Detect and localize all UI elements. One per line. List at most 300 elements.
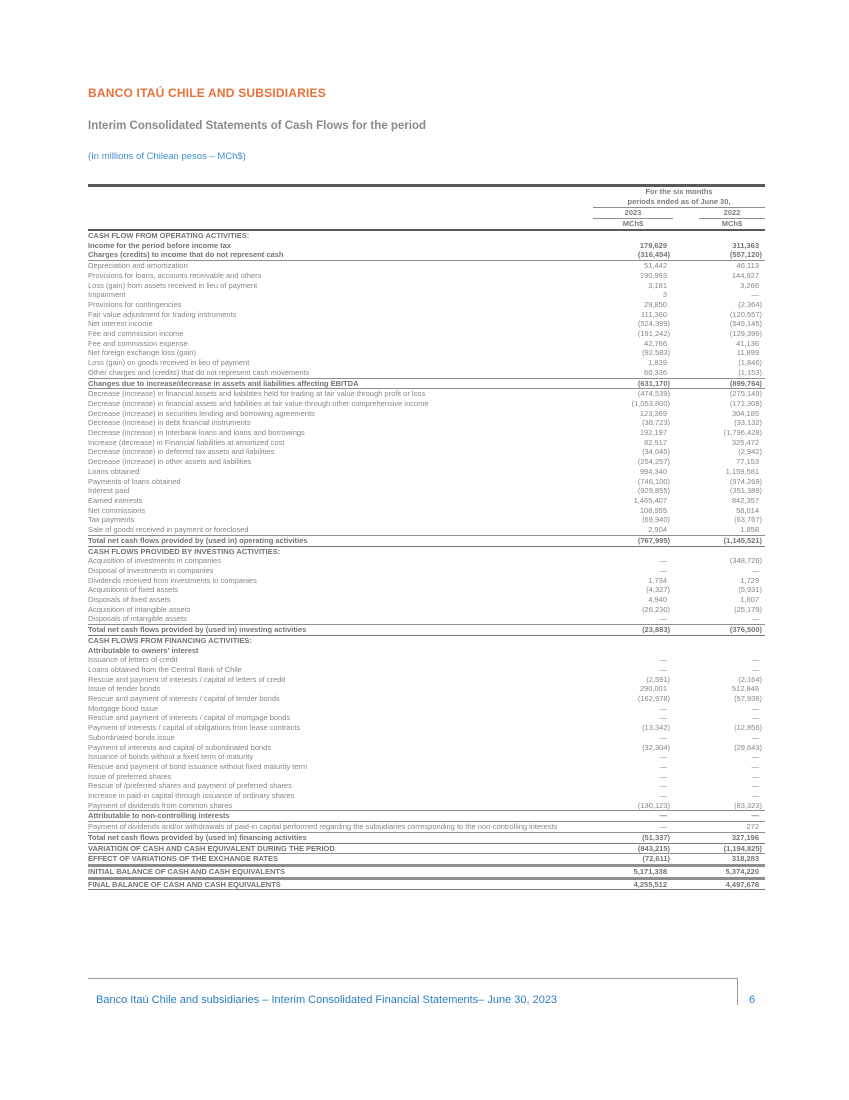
- column-gap: [673, 378, 699, 389]
- column-gap: [673, 219, 699, 231]
- value-2023: —: [659, 565, 667, 575]
- column-gap: [673, 655, 699, 665]
- table-row: [88, 854, 765, 866]
- column-gap: [673, 515, 699, 525]
- value-2022: —: [751, 664, 760, 674]
- value-2023: (92,583): [642, 348, 670, 358]
- column-gap: [673, 506, 699, 516]
- row-label: EFFECT OF VARIATIONS OF THE EXCHANGE RATES: [88, 854, 593, 866]
- value-2022: (12,856): [734, 723, 763, 733]
- value-2023: —: [593, 822, 673, 833]
- row-label: Fair value adjustment for trading instruments: [88, 309, 237, 319]
- value-2022: (57,936): [734, 694, 763, 704]
- row-label: Fee and commission income: [88, 329, 184, 339]
- table-row: [88, 866, 765, 879]
- row-label: Rescue and payment of interests / capital of letters of credit: [88, 674, 286, 684]
- row-label: Earned interests: [88, 495, 143, 505]
- row-label: Payment of dividends from common shares: [88, 800, 233, 810]
- cash-flow-statement-table: [88, 184, 765, 890]
- value-2022: (120,557): [729, 309, 763, 319]
- column-gap: [673, 300, 699, 310]
- value-2023: (746,100): [637, 476, 670, 486]
- period-label-line2: periods ended as of June 30,: [593, 197, 765, 208]
- value-2022: (25,179): [734, 604, 763, 614]
- table-row: [88, 438, 765, 448]
- value-2022: —: [751, 614, 760, 624]
- page-number: 6: [749, 994, 756, 1006]
- value-2022: (1,153): [738, 367, 763, 377]
- value-2023: 4,940: [648, 595, 667, 605]
- value-2022: 318,283: [699, 854, 765, 866]
- period-header-row-1: [88, 186, 765, 198]
- table-row: [88, 447, 765, 457]
- table-row: [88, 791, 765, 801]
- row-label: Rescue and payment of interests / capital of mortgage bonds: [88, 713, 291, 723]
- column-gap: [673, 496, 699, 506]
- column-gap: [673, 854, 699, 866]
- row-label: Subordinated bonds issue: [88, 732, 175, 742]
- value-2023: (524,399): [637, 319, 670, 329]
- value-2023: (34,045): [642, 447, 670, 457]
- value-2023: —: [659, 655, 667, 665]
- value-2022: 272: [699, 822, 765, 833]
- row-label: Attributable to owners' interest: [88, 645, 199, 655]
- row-label: Rescue and payment of interests / capital of tender bonds: [88, 694, 280, 704]
- row-label: Impairment: [88, 290, 126, 300]
- value-2022: —: [751, 703, 760, 713]
- value-2023: 290,001: [639, 684, 667, 694]
- table-row: [88, 300, 765, 310]
- value-2022: [699, 546, 765, 556]
- table-row: [88, 399, 765, 409]
- value-2023: (72,611): [593, 854, 673, 866]
- value-2022: (5,931): [738, 585, 763, 595]
- column-gap: [673, 457, 699, 467]
- value-2022: [699, 646, 765, 656]
- table-row: [88, 389, 765, 399]
- column-gap: [673, 811, 699, 822]
- column-gap: [673, 281, 699, 291]
- value-2022: 77,153: [736, 457, 760, 467]
- value-2022: —: [751, 781, 760, 791]
- row-label: Disposals of fixed assets: [88, 595, 171, 605]
- value-2022: (348,726): [729, 556, 763, 566]
- value-2023: —: [659, 791, 667, 801]
- value-2022: (1,796,428): [723, 428, 763, 438]
- table-row: [88, 878, 765, 890]
- value-2023: (26,230): [642, 604, 670, 614]
- row-label: Payment of dividends and/or withdrawals of paid-in capital performed regarding the subsidiaries corresponding to the non-controlling interests: [88, 822, 593, 833]
- value-2023: —: [659, 556, 667, 566]
- table-row: [88, 704, 765, 714]
- value-2023: (843,215): [593, 843, 673, 854]
- value-2023: 190,993: [639, 270, 667, 280]
- value-2022: 1,159,581: [725, 466, 760, 476]
- value-2023: 29,850: [644, 299, 667, 309]
- column-gap: [673, 704, 699, 714]
- column-gap: [673, 428, 699, 438]
- row-label: Provisions for loans, accounts receivable and others: [88, 270, 262, 280]
- row-label: FINAL BALANCE OF CASH AND CASH EQUIVALENTS: [88, 878, 593, 890]
- table-row: [88, 743, 765, 753]
- currency-unit-note: (In millions of Chilean pesos – MCh$): [88, 151, 246, 162]
- row-label: Payments of loans obtained: [88, 476, 181, 486]
- value-2022: (83,323): [734, 800, 763, 810]
- column-gap: [673, 339, 699, 349]
- table-row: [88, 409, 765, 419]
- row-label: Total net cash flows provided by (used in) operating activities: [88, 535, 593, 546]
- table-row: [88, 762, 765, 772]
- table-row: [88, 646, 765, 656]
- section-header-row: [88, 635, 765, 645]
- value-2022: 325,472: [731, 437, 760, 447]
- row-label: INITIAL BALANCE OF CASH AND CASH EQUIVALENTS: [88, 866, 593, 879]
- value-2023: —: [659, 752, 667, 762]
- row-label: Rescue of /preferred shares and payment of preferred shares: [88, 781, 292, 791]
- row-label: Decrease (increase) in financial assets and liabilities at fair value through other comprehensive income: [88, 398, 429, 408]
- row-label: Decrease (increase) in other assets and liabilities: [88, 457, 252, 467]
- row-label: Acquisition of intangible assets: [88, 604, 191, 614]
- value-2023: 108,955: [639, 505, 667, 515]
- column-gap: [673, 866, 699, 879]
- section-header-row: [88, 546, 765, 556]
- value-2022: (2,164): [738, 674, 763, 684]
- column-gap: [673, 261, 699, 271]
- value-2023: 192,197: [639, 428, 667, 438]
- statement-subtitle: Interim Consolidated Statements of Cash Flows for the period: [88, 120, 427, 132]
- table-row: [88, 477, 765, 487]
- value-2022: (1,145,521): [699, 535, 765, 546]
- table-row: [88, 752, 765, 762]
- value-2022: 3,266: [740, 280, 760, 290]
- value-2023: (130,123): [637, 800, 670, 810]
- value-2022: [699, 230, 765, 241]
- value-2022: (63,767): [734, 515, 763, 525]
- column-gap: [673, 486, 699, 496]
- column-gap: [673, 625, 699, 636]
- column-gap: [673, 566, 699, 576]
- column-gap: [673, 675, 699, 685]
- unit-header-row: [88, 219, 765, 231]
- table-row: [88, 457, 765, 467]
- table-row: [88, 368, 765, 378]
- table-row: [88, 811, 765, 822]
- column-gap: [673, 556, 699, 566]
- column-gap: [673, 535, 699, 546]
- table-row: [88, 467, 765, 477]
- period-label-line1: For the six months: [645, 187, 713, 196]
- period-header-row-2: [88, 197, 765, 208]
- table-row: [88, 781, 765, 791]
- value-2023: 123,369: [639, 408, 667, 418]
- row-label: Disposals of intangible assets: [88, 614, 187, 624]
- column-gap: [673, 418, 699, 428]
- row-label: Provisions for contingencies: [88, 299, 182, 309]
- row-label: Rescue and payment of bond issuance without fixed maturity term: [88, 761, 308, 771]
- value-2023: 1,465,407: [633, 495, 667, 505]
- value-2023: 3: [662, 290, 667, 300]
- row-label: CASH FLOWS PROVIDED BY INVESTING ACTIVITIES:: [88, 546, 281, 556]
- value-2022: (2,942): [738, 447, 763, 457]
- value-2022: —: [751, 761, 760, 771]
- column-gap: [673, 290, 699, 300]
- value-2022: 11,899: [736, 348, 760, 358]
- value-2023: (316,454): [593, 250, 673, 260]
- year-column-2023: 2023: [593, 208, 673, 219]
- column-gap: [673, 399, 699, 409]
- page-number-divider: [737, 978, 738, 1005]
- row-label: Loans obtained from the Central Bank of Chile: [88, 664, 242, 674]
- value-2022: —: [751, 732, 760, 742]
- column-gap: [673, 781, 699, 791]
- table-row: [88, 625, 765, 636]
- value-2022: (1,846): [738, 358, 763, 368]
- value-2022: (29,643): [734, 742, 763, 752]
- table-row: [88, 241, 765, 251]
- column-gap: [673, 684, 699, 694]
- row-label: Acquisition of investments in companies: [88, 556, 221, 566]
- value-2023: (631,170): [593, 378, 673, 389]
- column-gap: [673, 614, 699, 624]
- value-2022: (275,149): [729, 389, 763, 399]
- column-gap: [673, 409, 699, 419]
- row-label: Issuance of bonds without a fixed term of maturity: [88, 752, 254, 762]
- column-gap: [673, 310, 699, 320]
- table-row: [88, 250, 765, 260]
- column-gap: [673, 438, 699, 448]
- value-2023: 994,340: [639, 466, 667, 476]
- value-2022: 327,196: [699, 832, 765, 843]
- row-label: Acquisitions of fixed assets: [88, 585, 179, 595]
- column-gap: [673, 635, 699, 645]
- value-2023: (929,855): [637, 486, 670, 496]
- row-label: Decrease (increase) in Interbank loans and loans and borrowings: [88, 428, 305, 438]
- value-2022: 1,858: [740, 525, 760, 535]
- value-2022: —: [751, 791, 760, 801]
- column-gap: [673, 208, 699, 219]
- table-row: [88, 832, 765, 843]
- column-gap: [673, 843, 699, 854]
- column-gap: [673, 585, 699, 595]
- column-gap: [673, 752, 699, 762]
- column-gap: [673, 665, 699, 675]
- page-title: BANCO ITAÚ CHILE AND SUBSIDIARIES: [88, 86, 326, 100]
- value-2023: —: [593, 811, 673, 822]
- column-gap: [673, 605, 699, 615]
- table-row: [88, 428, 765, 438]
- table-row: [88, 378, 765, 389]
- row-label: Other charges and (credits) that do not represent cash movements: [88, 367, 310, 377]
- column-gap: [673, 329, 699, 339]
- table-row: [88, 576, 765, 586]
- column-gap: [673, 723, 699, 733]
- value-2023: (162,978): [637, 694, 670, 704]
- value-2022: 41,136: [736, 338, 760, 348]
- column-gap: [673, 348, 699, 358]
- row-label: Depreciation and amortization: [88, 261, 188, 271]
- row-label: Sale of goods received in payment or foreclosed: [88, 525, 249, 535]
- header-spacer: [88, 186, 593, 198]
- value-2023: (4,327): [646, 585, 670, 595]
- column-gap: [673, 694, 699, 704]
- table-row: [88, 566, 765, 576]
- row-label: CASH FLOWS FROM FINANCING ACTIVITIES:: [88, 635, 252, 645]
- value-2023: (2,591): [646, 674, 670, 684]
- header-spacer: [88, 208, 593, 219]
- column-gap: [673, 801, 699, 811]
- table-row: [88, 733, 765, 743]
- column-gap: [673, 368, 699, 378]
- table-row: [88, 329, 765, 339]
- column-gap: [673, 822, 699, 833]
- value-2023: (254,257): [637, 457, 670, 467]
- table-row: [88, 723, 765, 733]
- column-gap: [673, 713, 699, 723]
- table-row: [88, 605, 765, 615]
- value-2022: (1,194,825): [699, 843, 765, 854]
- column-gap: [673, 546, 699, 556]
- value-2022: 1,729: [740, 575, 760, 585]
- column-gap: [673, 772, 699, 782]
- column-gap: [673, 467, 699, 477]
- value-2022: —: [751, 290, 760, 300]
- value-2022: 144,927: [731, 270, 760, 280]
- value-2023: 51,442: [644, 261, 667, 271]
- column-gap: [673, 447, 699, 457]
- year-column-2022: 2022: [699, 208, 765, 219]
- value-2023: (474,539): [637, 389, 670, 399]
- table-row: [88, 843, 765, 854]
- value-2023: 179,629: [639, 240, 667, 250]
- value-2023: 111,360: [641, 309, 667, 319]
- table-row: [88, 614, 765, 624]
- column-gap: [673, 646, 699, 656]
- value-2023: (69,940): [642, 515, 670, 525]
- table-row: [88, 290, 765, 300]
- row-label: Decrease (increase) in securities lending and borrowing agreements: [88, 408, 315, 418]
- row-label: Loss (gain) from assets received in lieu of payment: [88, 280, 258, 290]
- value-2022: —: [751, 565, 760, 575]
- value-2022: 512,846: [731, 684, 760, 694]
- row-label: Attributable to non-controlling interests: [88, 811, 593, 822]
- value-2023: —: [659, 614, 667, 624]
- value-2023: 4,255,512: [593, 878, 673, 890]
- column-gap: [673, 477, 699, 487]
- column-gap: [673, 791, 699, 801]
- header-spacer: [88, 219, 593, 231]
- row-label: Changes due to increase/decrease in assets and liabilities affecting EBITDA: [88, 378, 593, 389]
- value-2023: —: [659, 761, 667, 771]
- column-gap: [673, 878, 699, 890]
- row-label: Increase (decrease) in Financial liabilities at amortized cost: [88, 437, 285, 447]
- value-2022: 304,185: [731, 408, 760, 418]
- table-row: [88, 515, 765, 525]
- row-label: Charges (credits) to income that do not represent cash: [88, 250, 593, 260]
- row-label: Net interest income: [88, 319, 153, 329]
- table-row: [88, 694, 765, 704]
- value-2022: (171,308): [729, 398, 763, 408]
- value-2022: (129,396): [729, 329, 763, 339]
- value-2022: (899,764): [699, 378, 765, 389]
- value-2022: (974,269): [729, 476, 763, 486]
- table-row: [88, 525, 765, 535]
- row-label: Decrease (increase) in financial assets and liabilities held for trading at fair value through profit or loss: [88, 389, 426, 399]
- unit-column-2022: MCh$: [699, 219, 765, 231]
- column-gap: [673, 733, 699, 743]
- value-2022: —: [751, 771, 760, 781]
- header-spacer: [88, 197, 593, 208]
- value-2023: 82,917: [644, 437, 667, 447]
- row-label: Disposal of investments in companies: [88, 565, 214, 575]
- row-label: Fee and commission expense: [88, 338, 188, 348]
- value-2023: 1,734: [648, 575, 667, 585]
- value-2023: 2,904: [648, 525, 667, 535]
- value-2023: (1,053,800): [631, 398, 670, 408]
- value-2023: (38,723): [642, 418, 670, 428]
- value-2022: —: [699, 811, 765, 822]
- value-2022: 1,607: [740, 595, 760, 605]
- table-row: [88, 339, 765, 349]
- value-2023: [593, 635, 673, 645]
- table-row: [88, 535, 765, 546]
- table-row: [88, 281, 765, 291]
- footer-text: Banco Itaú Chile and subsidiaries – Interim Consolidated Financial Statements– June 30, 2023: [96, 994, 558, 1006]
- row-label: Issue of preferred shares: [88, 771, 172, 781]
- column-gap: [673, 271, 699, 281]
- table-row: [88, 486, 765, 496]
- table-row: [88, 585, 765, 595]
- row-label: Dividends received from investments in companies: [88, 575, 257, 585]
- value-2023: —: [659, 732, 667, 742]
- row-label: Tax payments: [88, 515, 135, 525]
- table-row: [88, 713, 765, 723]
- column-gap: [673, 241, 699, 251]
- value-2022: (33,132): [734, 418, 763, 428]
- table-row: [88, 772, 765, 782]
- value-2022: 842,357: [731, 495, 760, 505]
- table-row: [88, 675, 765, 685]
- value-2023: —: [659, 713, 667, 723]
- value-2023: [593, 646, 673, 656]
- value-2023: —: [659, 703, 667, 713]
- row-label: Net commissions: [88, 505, 146, 515]
- column-gap: [673, 525, 699, 535]
- footer-divider: [88, 978, 737, 979]
- value-2022: 4,497,678: [699, 878, 765, 890]
- value-2022: —: [751, 655, 760, 665]
- table-row: [88, 271, 765, 281]
- value-2023: —: [659, 771, 667, 781]
- table-row: [88, 801, 765, 811]
- value-2022: (2,364): [738, 299, 763, 309]
- table-row: [88, 665, 765, 675]
- row-label: Income for the period before income tax: [88, 240, 231, 250]
- value-2022: (549,145): [729, 319, 763, 329]
- row-label: Payment of interests and capital of subordinated bonds: [88, 742, 272, 752]
- value-2023: 42,766: [644, 338, 667, 348]
- value-2022: 5,374,220: [699, 866, 765, 879]
- table-row: [88, 348, 765, 358]
- column-gap: [673, 230, 699, 241]
- table-row: [88, 506, 765, 516]
- row-label: Loss (gain) on goods received in lieu of payment: [88, 358, 250, 368]
- row-label: Increase in paid-in capital through issuance of ordinary shares: [88, 791, 295, 801]
- row-label: Issue of tender bonds: [88, 684, 161, 694]
- table-row: [88, 556, 765, 566]
- row-label: Interest paid: [88, 486, 130, 496]
- value-2022: (351,389): [729, 486, 763, 496]
- value-2022: —: [751, 713, 760, 723]
